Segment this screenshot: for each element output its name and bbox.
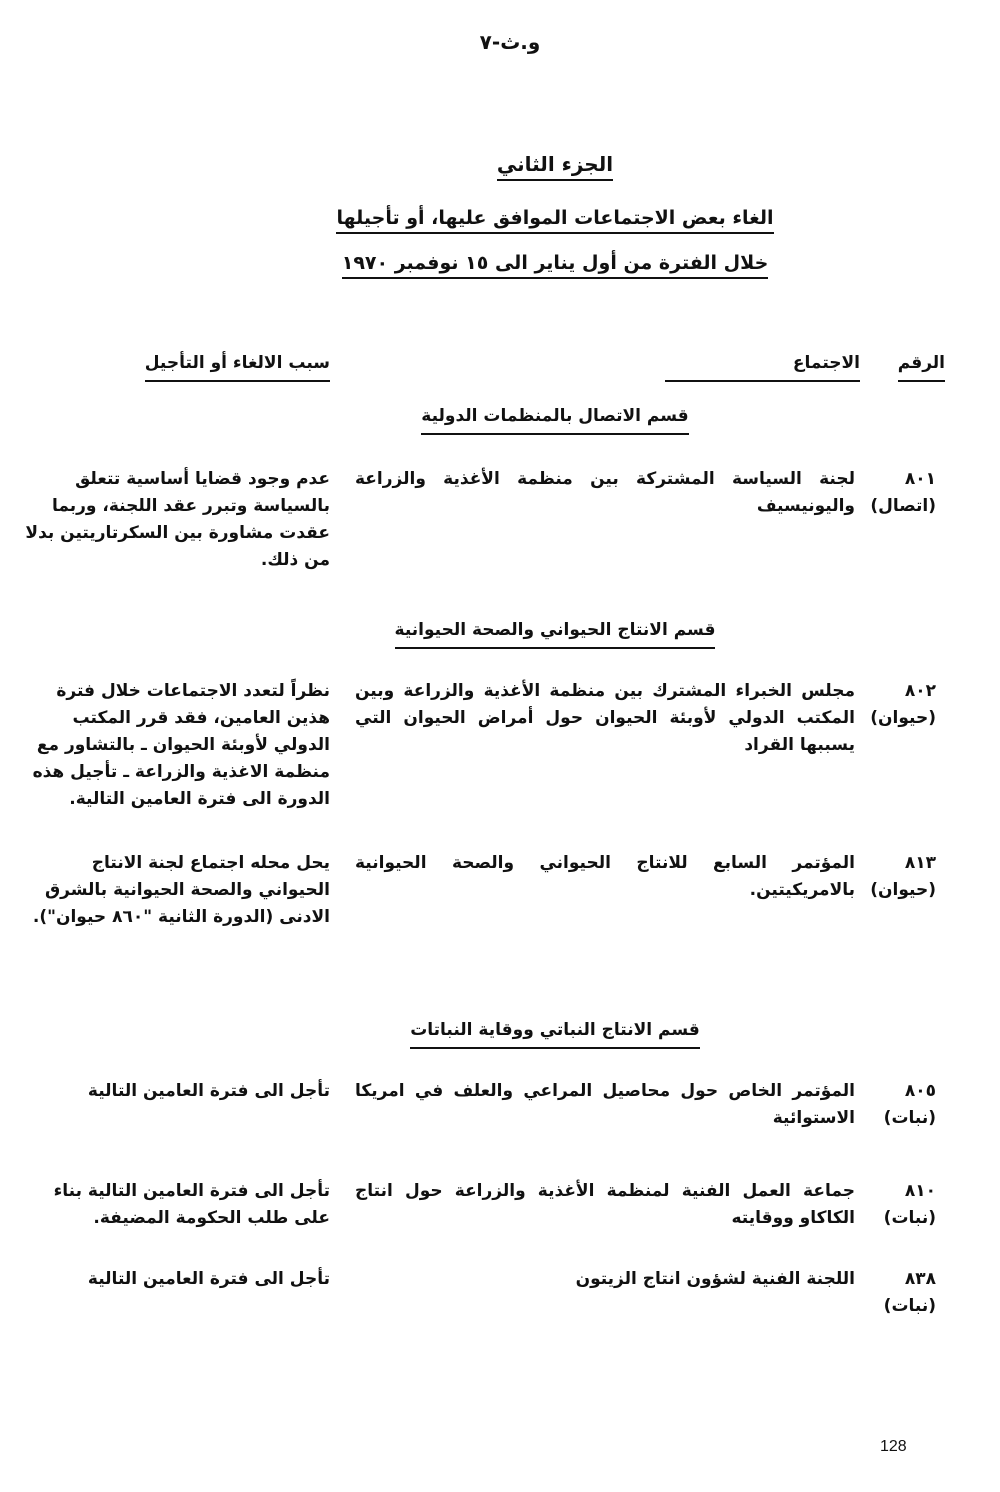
period-text: خلال الفترة من أول يناير الى ١٥ نوفمبر ١٩٧٠ (342, 252, 769, 279)
meeting-number: ٨٣٨ (904, 1269, 936, 1289)
section-heading (300, 617, 810, 649)
meeting-category: (حيوان) (870, 880, 936, 900)
column-header-number (898, 350, 945, 382)
reason-text: تأجل الى فترة العامين التالية (87, 1269, 330, 1289)
meeting-number: ٨٠٢ (904, 681, 936, 701)
subtitle (300, 207, 810, 234)
meeting-category: (نبات) (883, 1208, 936, 1228)
column-header-meeting-text: الاجتماع (665, 350, 860, 382)
document-reference: و.ث-٧ (479, 30, 541, 54)
subtitle-text: الغاء بعض الاجتماعات الموافق عليها، أو تأجيلها (336, 207, 773, 234)
column-header-meeting (665, 350, 860, 382)
section-heading-text: قسم الاتصال بالمنظمات الدولية (421, 403, 688, 435)
meeting-number: ٨١٠ (904, 1181, 936, 1201)
section-heading-text: قسم الانتاج النباتي ووقاية النباتات (410, 1017, 700, 1049)
section-heading (300, 1017, 810, 1049)
row-number (866, 850, 936, 904)
column-header-reason-text: سبب الالغاء أو التأجيل (145, 350, 330, 382)
reason-text: نظراً لتعدد الاجتماعات خلال فترة هذين العامين، فقد قرر المكتب الدولي لأوبئة الحيوان ـ بالتشاور مع منظمة الاغذية والزراعة ـ تأجيل هذه الدورة الى فترة العامين التالية. (32, 681, 330, 809)
meeting-name: جماعة العمل الفنية لمنظمة الأغذية والزراعة حول انتاج الكاكاو ووقايته (355, 1181, 855, 1228)
reason-text: يحل محله اجتماع لجنة الانتاج الحيواني والصحة الحيوانية بالشرق الادنى (الدورة الثانية "٨٦٠ حيوان"). (32, 853, 330, 927)
meeting-number: ٨١٣ (904, 853, 936, 873)
meeting-number: ٨٠٥ (904, 1081, 936, 1101)
page-number: 128 (880, 1438, 907, 1455)
meeting-name: اللجنة الفنية لشؤون انتاج الزيتون (575, 1269, 855, 1289)
column-header-reason (145, 350, 330, 382)
meeting-category: (اتصال) (870, 496, 936, 516)
period (300, 252, 810, 279)
row-number (866, 678, 936, 732)
meeting-name: مجلس الخبراء المشترك بين منظمة الأغذية والزراعة وبين المكتب الدولي لأوبئة الحيوان حول أمراض الحيوان التي يسببها القراد (355, 681, 855, 755)
part-title-text: الجزء الثاني (497, 152, 613, 181)
part-title (300, 152, 810, 181)
meeting-number: ٨٠١ (904, 469, 936, 489)
section-heading (300, 403, 810, 435)
reason-text: عدم وجود قضايا أساسية تتعلق بالسياسة وتبرر عقد اللجنة، وربما عقدت مشاورة بين السكرتاريتين بدلا من ذلك. (25, 469, 330, 570)
meeting-category: (حيوان) (870, 708, 936, 728)
row-number (866, 1178, 936, 1232)
section-heading-text: قسم الانتاج الحيواني والصحة الحيوانية (395, 617, 716, 649)
row-number (866, 1266, 936, 1320)
reason-text: تأجل الى فترة العامين التالية (87, 1081, 330, 1101)
meeting-category: (نبات) (883, 1296, 936, 1316)
reason-text: تأجل الى فترة العامين التالية بناء على طلب الحكومة المضيفة. (53, 1181, 330, 1228)
meeting-name: المؤتمر الخاص حول محاصيل المراعي والعلف في امريكا الاستوائية (355, 1081, 855, 1128)
column-header-number-text: الرقم (898, 350, 945, 382)
row-number (866, 1078, 936, 1132)
meeting-category: (نبات) (883, 1108, 936, 1128)
meeting-name: لجنة السياسة المشتركة بين منظمة الأغذية والزراعة واليونيسيف (355, 469, 855, 516)
meeting-name: المؤتمر السابع للانتاج الحيواني والصحة الحيوانية بالامريكيتين. (355, 853, 855, 900)
row-number (866, 466, 936, 520)
